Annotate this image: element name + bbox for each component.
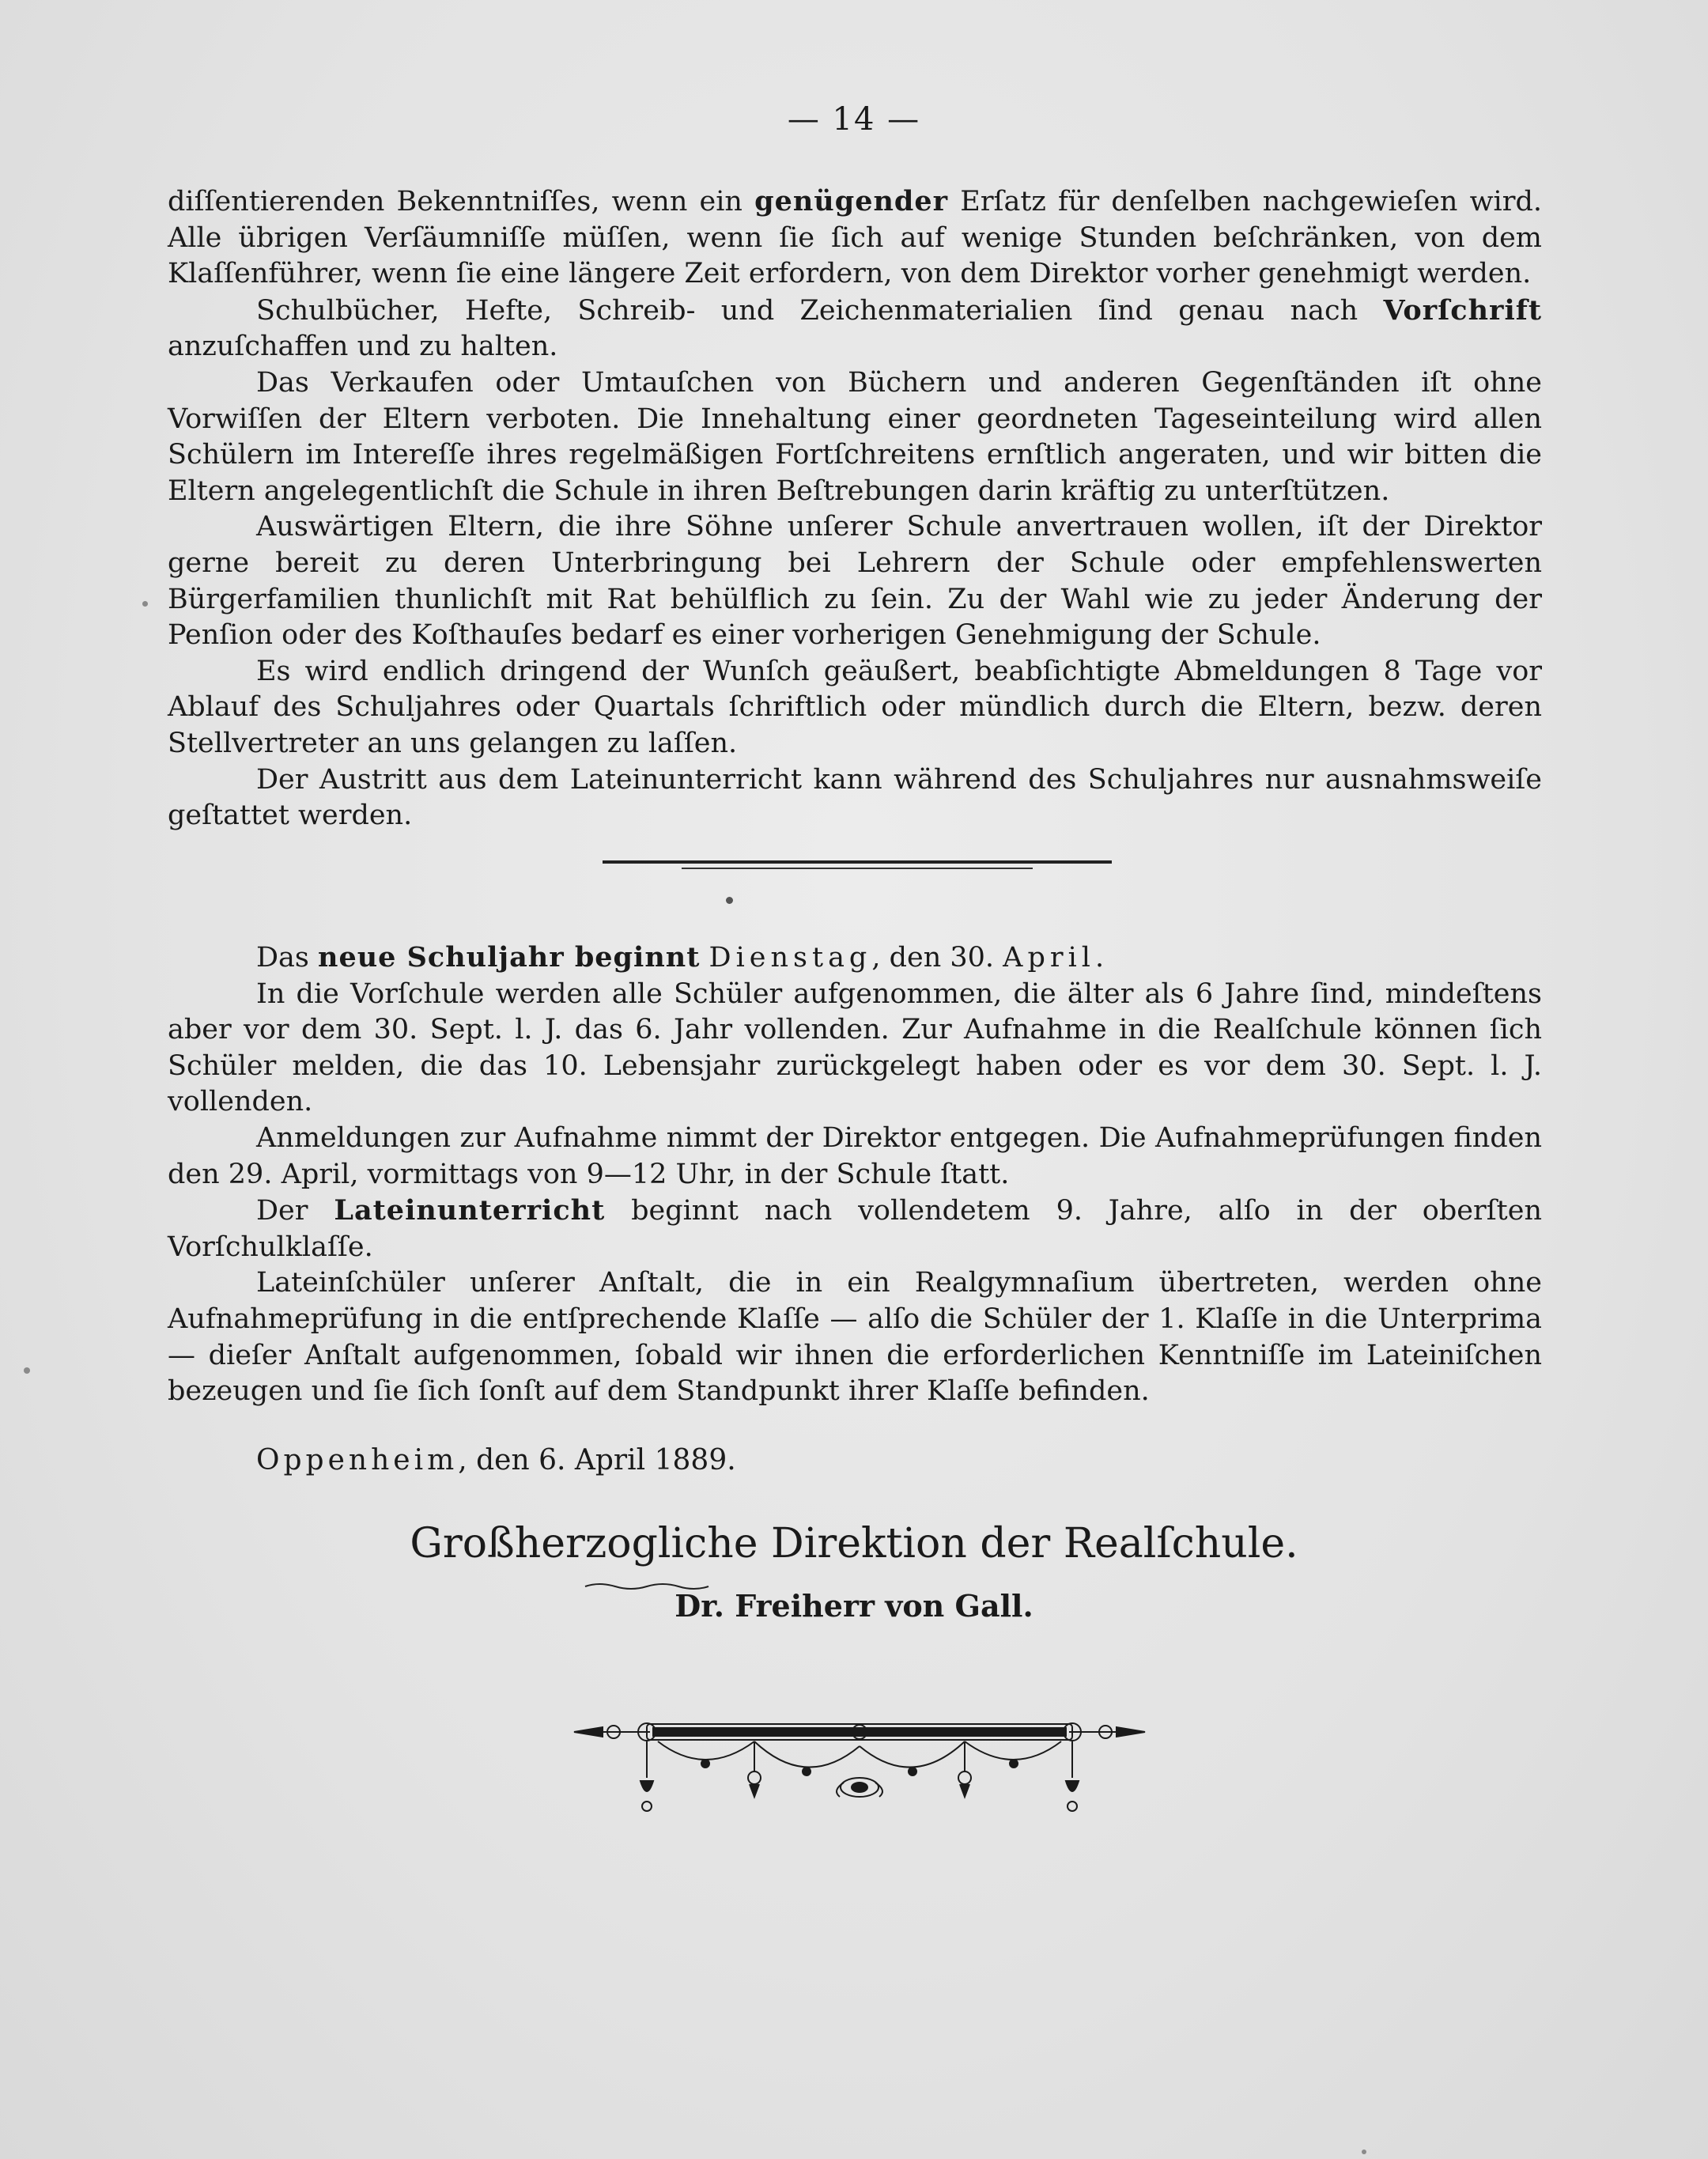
place-and-date bbox=[256, 1444, 736, 1477]
paragraph-latin-withdrawal: Der Austritt aus dem Lateinunterricht kann während des Schuljahres nur ausnahmsweiſe geſtattet werden. bbox=[168, 763, 1542, 832]
text-run: Das bbox=[256, 942, 319, 974]
text-run: Schulbücher, Hefte, Schreib- und Zeichenmaterialien ſind genau nach bbox=[256, 294, 1384, 327]
text-run: anzuſchaffen und zu halten. bbox=[168, 331, 558, 363]
rules-section bbox=[168, 183, 1542, 834]
emphasis-sufficient: genügender bbox=[754, 185, 949, 217]
paragraph-selling-books: Das Verkaufen oder Umtauſchen von Büchern und anderen Gegenſtänden iſt ohne Vorwiſſen der Eltern verboten. Die Innehaltung einer geordneten Tageseinteilung wird allen Schülern im Intereſſe ihres regelmäßigen Fortſchreitens ernſtlich angeraten, und wir bitten die Eltern angelegentlichſt die Schule in ihren Beſtrebungen darin kräftig zu unterſtützen. bbox=[168, 366, 1542, 507]
scan-speck bbox=[1362, 2150, 1366, 2154]
scan-speck bbox=[24, 1367, 30, 1374]
paragraph-admission: In die Vorſchule werden alle Schüler aufgenommen, die älter als 6 Jahre ſind, mindeſtens aber vor dem 30. Sept. l. J. das 6. Jahr vollenden. Zur Aufnahme in die Realſchule können ſich Schüler melden, die das 10. Lebensjahr zurückgelegt haben oder es vor dem 30. Sept. l. J. vollenden. bbox=[168, 977, 1542, 1118]
place-name: Oppenheim bbox=[256, 1444, 459, 1477]
emphasis-regulation: Vorſchrift bbox=[1383, 293, 1542, 327]
date-text: , den 6. April 1889. bbox=[458, 1444, 736, 1477]
section-divider bbox=[603, 860, 1112, 872]
divider-thin-rule bbox=[682, 868, 1033, 869]
emphasis-new-school-year: neue Schuljahr beginnt bbox=[318, 941, 701, 974]
institution-title: Großherzogliche Direktion der Realſchule. bbox=[410, 1520, 1298, 1567]
paragraph-latin-transfer: Lateinſchüler unſerer Anſtalt, die in ein Realgymnaſium übertreten, werden ohne Aufnahmeprüfung in die entſprechende Klaſſe — alſo die Schüler der 1. Klaſſe in die Unterprima — dieſer Anſtalt aufgenommen, ſobald wir ihnen die erforderlichen Kenntniſſe im Lateiniſchen bezeugen und ſie ſich ſonſt auf dem Standpunkt ihrer Klaſſe befinden. bbox=[168, 1267, 1542, 1408]
paragraph-latin-start bbox=[168, 1193, 1542, 1265]
text-run: Der bbox=[256, 1195, 334, 1227]
paragraph-registration: Anmeldungen zur Aufnahme nimmt der Direktor entgegen. Die Aufnahmeprüfungen finden den 29. April, vormittags von 9—12 Uhr, in der Schule ſtatt. bbox=[168, 1121, 1542, 1190]
page-number: — 14 — bbox=[787, 101, 921, 138]
paragraph-absences bbox=[168, 183, 1542, 293]
paragraph-deregistration: Es wird endlich dringend der Wunſch geäußert, beabſichtigte Abmeldungen 8 Tage vor Ablauf des Schuljahres oder Quartals ſchriftlich oder mündlich durch die Eltern, bezw. deren Stellvertreter an uns gelangen zu laſſen. bbox=[168, 655, 1542, 759]
paragraph-boarding: Auswärtigen Eltern, die ihre Söhne unſerer Schule anvertrauen wollen, iſt der Direktor gerne bereit zu deren Unterbringung bei Lehrern der Schule oder empfehlenswerten Bürgerfamilien thunlichſt mit Rat behülflich zu ſein. Zu der Wahl wie zu jeder Änderung der Penſion oder des Koſthauſes bedarf es einer vorherigen Genehmigung der Schule. bbox=[168, 511, 1542, 652]
scan-speck bbox=[142, 601, 148, 607]
paragraph-school-supplies bbox=[168, 293, 1542, 365]
text-run: diſſentierenden Bekenntniſſes, wenn ein bbox=[168, 186, 755, 217]
text-run bbox=[700, 942, 709, 974]
ornament-vignette bbox=[571, 1715, 1148, 1835]
text-run: , den 30. bbox=[871, 942, 1003, 974]
emphasis-april: April bbox=[1003, 942, 1095, 974]
paragraph-school-year-start bbox=[168, 940, 1542, 977]
school-year-section bbox=[168, 940, 1542, 1410]
emphasis-tuesday: Dienstag bbox=[709, 942, 872, 974]
signatory-name: Dr. Freiherr von Gall. bbox=[675, 1588, 1033, 1624]
divider-thick-rule bbox=[603, 860, 1112, 864]
emphasis-latin-lessons: Lateinunterricht bbox=[334, 1194, 606, 1227]
text-run: Erſatz für denſelben nachgewieſen wird. Alle übrigen Verſäumniſſe müſſen, wenn ſie ſich auf wenige Stunden beſchränken, von dem Klaſſenführer, wenn ſie eine längere Zeit erfordern, von dem Direktor vorher genehmigt werden. bbox=[168, 186, 1543, 290]
text-run: beginnt nach vollendetem 9. Jahre, alſo in der oberſten Vorſchulklaſſe. bbox=[168, 1195, 1542, 1263]
text-run: . bbox=[1094, 942, 1105, 974]
ink-dot bbox=[726, 897, 733, 904]
